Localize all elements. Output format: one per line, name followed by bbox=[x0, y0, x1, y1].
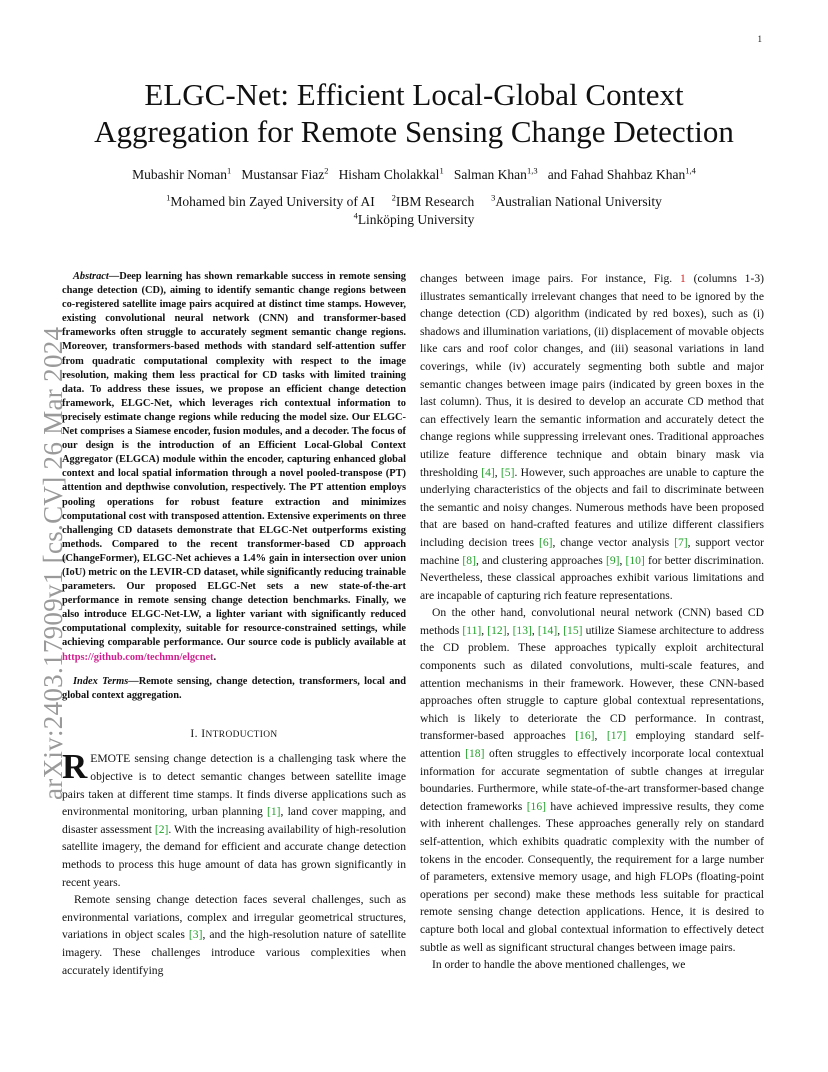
section-heading-introduction: I. INTRODUCTION bbox=[190, 726, 278, 740]
citation-link[interactable]: [15] bbox=[563, 623, 583, 637]
affiliation: $^4$Linköping University bbox=[353, 210, 475, 227]
author: Mubashir Noman$^1$ bbox=[132, 165, 232, 182]
citation-link[interactable]: [3] bbox=[188, 928, 203, 942]
affiliation: $^1$Mohamed bin Zayed University of AI bbox=[166, 192, 375, 209]
author: Hisham Cholakkal$^1$ bbox=[338, 165, 444, 182]
index-terms: Index Terms—Remote sensing, change detection, transformers, local and global context aggregation. bbox=[62, 675, 406, 701]
body-paragraph: On the other hand, convolutional neural network (CNN) based CD methods [11], [12], [13], [14], [15] utilize Siamese architecture to address the CD problem. These approaches typically exploit architectural components such as dilated convolutions, multi-scale features, and attention mechanisms in their framework. However, these CNN-based approaches often struggle to capture global contextual representations, which is likely to deteriorate the CD performance. In contrast, transformer-based approaches [16], [17] employing standard self-attention [18] often struggles to effectively incorporate local contextual information for accurate segmentation of subtle changes at irregular boundaries. Furthermore, while state-of-the-art transformer-based change detection frameworks [16] have achieved impressive results, they come with inherent challenges. These approaches generally rely on standard self-attention, which exhibits quadratic complexity with the number of tokens in the encoder. Consequently, the requirement for a large number of parameters, extensive memory usage, and high FLOPs (floating-point operations per second) make these methods less suitable for practical remote sensing change detection applications. Hence, it is desired to capture both local and global contextual information to effectively detect subtle as well as significant structural changes between image pairs. bbox=[420, 606, 765, 954]
figure-link[interactable]: 1 bbox=[680, 272, 686, 285]
citation-link[interactable]: [12] bbox=[487, 623, 507, 637]
left-column bbox=[62, 270, 406, 979]
page-number: 1 bbox=[757, 34, 762, 44]
citation-link[interactable]: [2] bbox=[154, 822, 169, 836]
index-terms-label: Index Terms bbox=[73, 675, 129, 687]
right-column bbox=[420, 270, 764, 974]
citation-link[interactable]: [17] bbox=[606, 729, 627, 743]
citation-link[interactable]: [8] bbox=[462, 553, 476, 567]
affiliations bbox=[60, 193, 768, 229]
body-paragraph: changes between image pairs. For instance, Fig. 1 (columns 1-3) illustrates semantically irrelevant changes that need to be ignored by the change detection (CD) algorithm (indicated by red boxes), such as (i) shadows and illumination variations, (ii) displacement of movable objects like cars and roof color changes, and (iii) seasonal variations in land coverings, while (iv) accurately segmenting both subtle and major semantic changes between image pairs (indicated by green boxes in the last column). Thus, it is desired to develop an accurate CD method that can effectively learn the semantic information and accurately detect the change regions while suppressing irrelevant ones. Traditional approaches utilize feature difference technique and obtain binary mask via thresholding [4], [5]. However, such approaches are unable to capture the underlying characteristics of the objects and fail to discriminate between the semantic and noisy changes. Numerous methods have been proposed that are based on hand-crafted features and utilize different classifiers including decision trees [6], change vector analysis [7], support vector machine [8], and clustering approaches [9], [10] for better discrimination. Nevertheless, these classical approaches exhibit various limitations and are incapable of capturing rich feature representations. bbox=[420, 272, 765, 602]
arxiv-stamp: arXiv:2403.17909v1 [cs.CV] 26 Mar 2024 bbox=[38, 326, 68, 800]
intro-paragraph-1: REMOTE sensing change detection is a challenging task where the objective is to detect semantic changes between satellite image pairs taken at different time stamps. It finds diverse applications such as environmental monitoring, urban planning [1], land cover mapping, and disaster assessment [2]. With the increasing availability of high-resolution satellite imagery, the demand for efficient and accurate change detection methods to process this huge amount of data has grown significantly in recent years. bbox=[62, 747, 407, 889]
citation-link[interactable]: [18] bbox=[465, 747, 485, 761]
citation-link[interactable]: [13] bbox=[512, 623, 532, 637]
citation-link[interactable]: [9] bbox=[605, 553, 620, 567]
citation-link[interactable]: [16] bbox=[575, 729, 595, 743]
intro-paragraph-2: Remote sensing change detection faces several challenges, such as environmental variations, complex and irregular geometrical structures, variations in object scales [3], and the high-resolution nature of satellite imagery. These challenges introduce various complexities when accurately identifying bbox=[62, 893, 406, 977]
author: Salman Khan$^{1,3}$ bbox=[453, 165, 538, 182]
citation-link[interactable]: [7] bbox=[674, 535, 688, 549]
drop-cap: R bbox=[62, 747, 88, 787]
abstract: Abstract—Deep learning has shown remarkable success in remote sensing change detection (CD), aiming to identify semantic change regions between co-registered satellite image pairs acquired at distinct time stamps. However, existing convolutional neural network (CNN) and transformer-based frameworks often struggle to accurately segment semantic change regions. Moreover, transformers-based methods with standard self-attention suffer from quadratic computational complexity with respect to the image resolution, making them less practical for CD tasks with limited training data. To address these issues, we propose an efficient change detection framework, ELGC-Net, which leverages rich contextual information to precisely estimate change regions while reducing the model size. Our ELGC-Net comprises a Siamese encoder, fusion modules, and a decoder. The focus of our design is the introduction of an Efficient Local-Global Context Aggregator (ELGCA) module within the encoder, capturing enhanced global context and local spatial information through a novel pooled-transpose (PT) attention and depthwise convolution, respectively. The PT attention employs pooling operations for robust feature extraction and minimizes computational cost with transposed attention. Extensive experiments on three challenging CD datasets demonstrate that ELGC-Net outperforms existing methods. Compared to the recent transformer-based CD approach (ChangeFormer), ELGC-Net achieves a 1.4% gain in intersection over union (IoU) metric on the LEVIR-CD dataset, while significantly reducing trainable parameters. Our proposed ELGC-Net sets a new state-of-the-art performance in remote sensing change detection benchmarks. Finally, we also introduce ELGC-Net-LW, a lighter variant with significantly reduced computational complexity, suitable for resource-constrained settings, while achieving comparable performance. Our source code is publicly available at https://github.com/techmn/elgcnet. bbox=[62, 271, 406, 663]
author: and Fahad Shahbaz Khan$^{1,4}$ bbox=[547, 165, 696, 182]
title-line-2: Aggregation for Remote Sensing Change Detection bbox=[94, 114, 734, 149]
source-code-link[interactable]: https://github.com/techmn/elgcnet bbox=[62, 651, 214, 663]
citation-link[interactable]: [6] bbox=[538, 535, 553, 549]
citation-link[interactable]: [16] bbox=[526, 799, 547, 813]
title-line-1: ELGC-Net: Efficient Local-Global Context bbox=[144, 77, 684, 112]
abstract-label: Abstract bbox=[73, 271, 109, 282]
author-list bbox=[60, 167, 768, 183]
citation-link[interactable]: [5] bbox=[500, 465, 515, 479]
paper-title bbox=[60, 76, 768, 150]
author: Mustansar Fiaz$^2$ bbox=[241, 165, 329, 182]
citation-link[interactable]: [4] bbox=[481, 465, 495, 479]
affiliation: $^2$IBM Research bbox=[391, 192, 475, 209]
citation-link[interactable]: [1] bbox=[267, 805, 281, 819]
citation-link[interactable]: [11] bbox=[462, 623, 482, 637]
citation-link[interactable]: [14] bbox=[537, 623, 558, 637]
affiliation: $^3$Australian National University bbox=[491, 192, 662, 209]
citation-link[interactable]: [10] bbox=[625, 553, 645, 567]
body-paragraph: In order to handle the above mentioned challenges, we bbox=[432, 958, 686, 972]
